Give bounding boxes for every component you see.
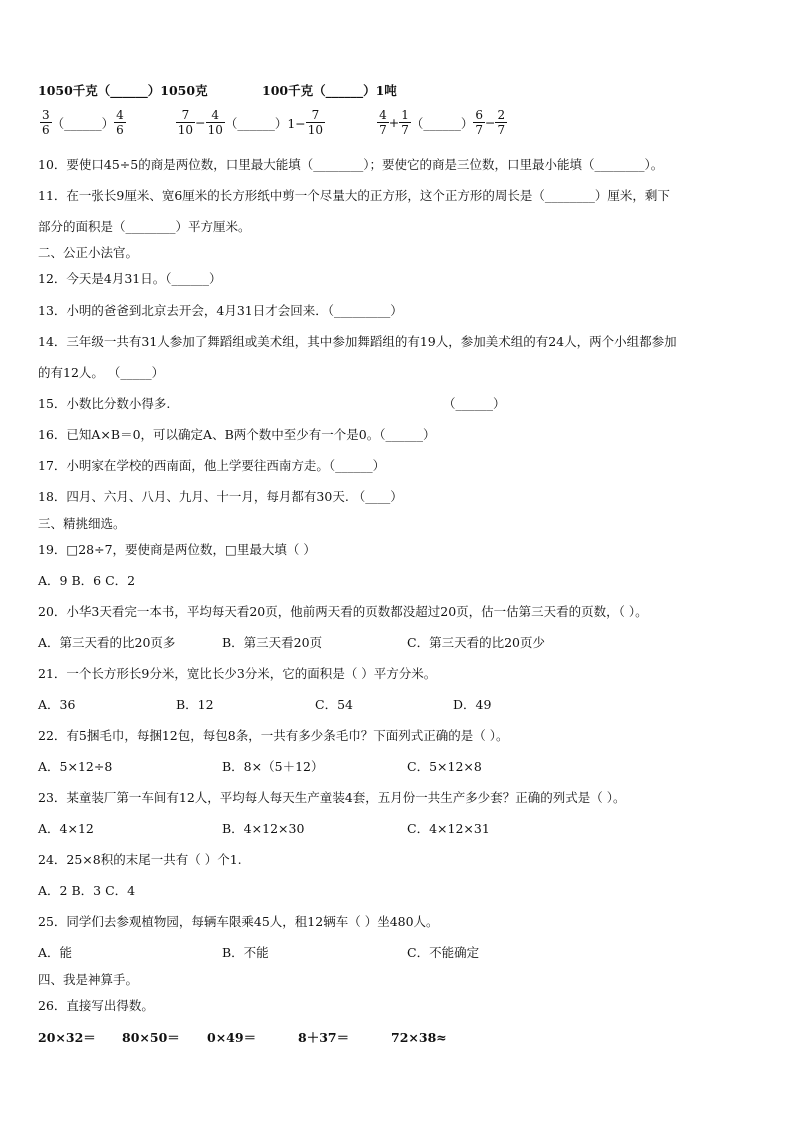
minus-sign-2: −: [484, 115, 496, 130]
question-11-line1: 11．在一张长9厘米、宽6厘米的长方形纸中剪一个尽量大的正方形，这个正方形的周长是（________）厘米，剩下: [38, 188, 670, 203]
calc-item-3: 0×49＝: [207, 1030, 257, 1045]
question-11-line2: 部分的面积是（________）平方厘米。: [38, 219, 251, 234]
fraction-c: $\frac{7}{10}$: [177, 108, 194, 137]
q9-fraction-row: [40, 108, 507, 137]
calc-item-2: 80×50＝: [122, 1030, 180, 1045]
question-16: 16．已知A×B＝0，可以确定A、B两个数中至少有一个是0。（______）: [38, 427, 436, 442]
question-23: 23．某童装厂第一车间有12人，平均每人每天生产童装4套，五月份一共生产多少套？正确的列式是（ ）。: [38, 790, 626, 805]
section-3-heading: 三、精挑细选。: [38, 516, 126, 531]
minus-sign-1: −: [195, 115, 206, 130]
q20-option-b: B．第三天看20页: [222, 635, 323, 650]
question-19: 19．□28÷7，要使商是两位数，□里最大填（ ）: [38, 542, 316, 557]
calc-item-4: 8＋37＝: [298, 1030, 350, 1045]
question-18: 18．四月、六月、八月、九月、十一月，每月都有30天. （____）: [38, 489, 403, 504]
calc-item-5: 72×38≈: [391, 1030, 447, 1045]
fraction-f: $\frac{4}{7}$: [379, 108, 387, 137]
q20-option-a: A．第三天看的比20页多: [38, 635, 176, 650]
q23-option-c: C．4×12×31: [407, 821, 490, 836]
q22-option-c: C．5×12×8: [407, 759, 482, 774]
blank-1: （______）: [51, 115, 115, 131]
plus-sign: +: [388, 115, 400, 130]
q9-line1b: 100千克（______）1吨: [262, 83, 397, 98]
q23-option-a: A．4×12: [38, 821, 94, 836]
question-15: 15．小数比分数小得多.: [38, 396, 171, 411]
question-13: 13．小明的爸爸到北京去开会，4月31日才会回来．（_________）: [38, 303, 403, 318]
blank-2: （______）1−: [224, 115, 306, 131]
question-14-line1: 14．三年级一共有31人参加了舞蹈组或美术组，其中参加舞蹈组的有19人，参加美术组的有24人，两个小组都参加: [38, 334, 677, 349]
fraction-g: $\frac{1}{7}$: [401, 108, 409, 137]
calc-item-1: 20×32＝: [38, 1030, 96, 1045]
question-24-options: A．2 B．3 C．4: [38, 883, 136, 898]
q23-option-b: B．4×12×30: [222, 821, 305, 836]
question-10: 10．要使口45÷5的商是两位数，口里最大能填（________）；要使它的商是三位数，口里最小能填（________）。: [38, 157, 664, 172]
fraction-e: $\frac{7}{10}$: [307, 108, 324, 137]
question-21: 21．一个长方形长9分米，宽比长少3分米，它的面积是（ ）平方分米。: [38, 666, 437, 681]
fraction-d: $\frac{4}{10}$: [207, 108, 223, 137]
q21-option-b: B．12: [176, 697, 214, 712]
question-15-blank: （______）: [443, 396, 506, 411]
fraction-b: $\frac{4}{6}$: [116, 108, 124, 137]
q9-line1a: 1050千克（______）1050克: [38, 83, 208, 98]
question-19-options: A．9 B．6 C．2: [38, 573, 136, 588]
question-24: 24．25×8积的末尾一共有（ ）个1.: [38, 852, 242, 867]
q21-option-d: D．49: [453, 697, 492, 712]
fraction-a: $\frac{3}{6}$: [42, 108, 50, 137]
q20-option-c: C．第三天看的比20页少: [407, 635, 545, 650]
section-2-heading: 二、公正小法官。: [38, 245, 139, 260]
q25-option-b: B．不能: [222, 945, 269, 960]
q22-option-b: B．8×（5＋12）: [222, 759, 324, 774]
fraction-h: $\frac{6}{7}$: [475, 108, 483, 137]
question-14-line2: 的有12人。 （_____）: [38, 365, 165, 380]
q22-option-a: A．5×12÷8: [38, 759, 113, 774]
q21-option-a: A．36: [38, 697, 76, 712]
q21-option-c: C．54: [315, 697, 353, 712]
question-25: 25．同学们去参观植物园，每辆车限乘45人，租12辆车（ ）坐480人。: [38, 914, 439, 929]
question-22: 22．有5捆毛巾，每捆12包，每包8条，一共有多少条毛巾？下面列式正确的是（ ）。: [38, 728, 509, 743]
question-26: 26．直接写出得数。: [38, 998, 154, 1013]
section-4-heading: 四、我是神算手。: [38, 972, 139, 987]
question-17: 17．小明家在学校的西南面，他上学要往西南方走。（______）: [38, 458, 386, 473]
question-20: 20．小华3天看完一本书，平均每天看20页，他前两天看的页数都没超过20页，估一估第三天看的页数，（ ）。: [38, 604, 648, 619]
q25-option-c: C．不能确定: [407, 945, 480, 960]
fraction-i: $\frac{2}{7}$: [497, 108, 506, 137]
blank-3: （______）: [410, 115, 474, 131]
q25-option-a: A．能: [38, 945, 73, 960]
question-12: 12．今天是4月31日。（______）: [38, 271, 222, 286]
